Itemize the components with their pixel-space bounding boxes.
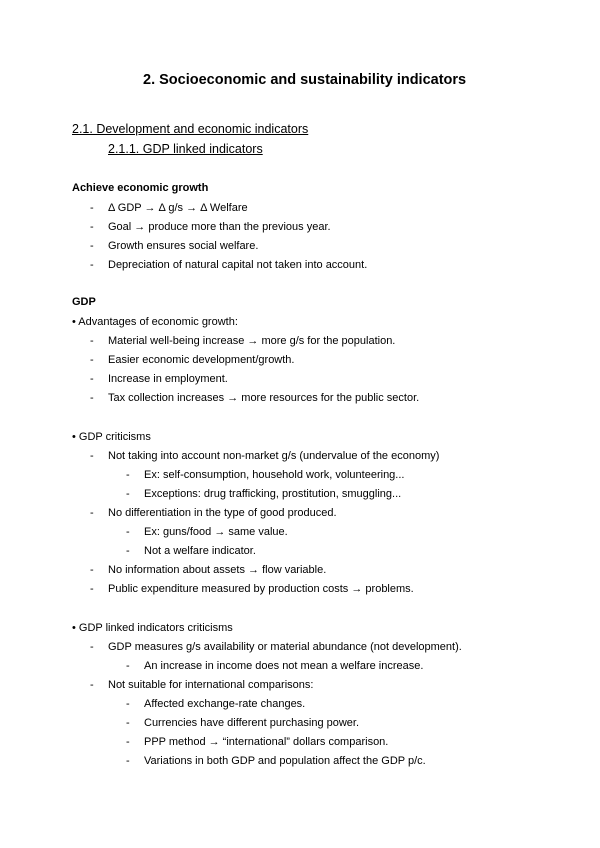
gdp-heading: GDP xyxy=(72,296,96,308)
dash-bullet: - xyxy=(90,507,94,519)
dash-bullet: - xyxy=(90,679,94,691)
dash-bullet: - xyxy=(90,335,94,347)
linked-label: • GDP linked indicators criticisms xyxy=(72,622,233,634)
dash-bullet: - xyxy=(126,736,130,748)
dash-bullet: - xyxy=(90,259,94,271)
dash-bullet: - xyxy=(90,354,94,366)
dash-bullet: - xyxy=(126,469,130,481)
dash-bullet: - xyxy=(126,698,130,710)
list-item: Material well-being increase → more g/s for the population. xyxy=(108,335,396,347)
list-item: Tax collection increases → more resources for the public sector. xyxy=(108,392,420,404)
list-item: No differentiation in the type of good produced. xyxy=(108,507,337,519)
list-item: Currencies have different purchasing power. xyxy=(144,717,360,729)
list-item: PPP method → “international” dollars comparison. xyxy=(144,736,389,748)
list-item: Increase in employment. xyxy=(108,373,228,385)
dash-bullet: - xyxy=(90,221,94,233)
dash-bullet: - xyxy=(90,202,94,214)
subsection-heading: 2.1.1. GDP linked indicators xyxy=(108,142,263,156)
list-item: Exceptions: drug trafficking, prostitution, smuggling... xyxy=(144,488,402,500)
dash-bullet: - xyxy=(126,488,130,500)
list-item: Δ GDP → Δ g/s → Δ Welfare xyxy=(108,202,248,214)
list-item: Ex: guns/food → same value. xyxy=(144,526,288,538)
dash-bullet: - xyxy=(126,660,130,672)
list-item: Growth ensures social welfare. xyxy=(108,240,259,252)
advantages-label: • Advantages of economic growth: xyxy=(72,316,238,328)
list-item: Goal → produce more than the previous year. xyxy=(108,221,331,233)
dash-bullet: - xyxy=(126,717,130,729)
page-title: 2. Socioeconomic and sustainability indicators xyxy=(143,72,467,88)
list-item: No information about assets → flow variable. xyxy=(108,564,327,576)
list-item: Easier economic development/growth. xyxy=(108,354,295,366)
dash-bullet: - xyxy=(90,240,94,252)
dash-bullet: - xyxy=(126,755,130,767)
list-item: Depreciation of natural capital not taken into account. xyxy=(108,259,368,271)
list-item: Not suitable for international comparisons: xyxy=(108,679,314,691)
list-item: Ex: self-consumption, household work, volunteering... xyxy=(144,469,405,481)
dash-bullet: - xyxy=(90,450,94,462)
section-heading: 2.1. Development and economic indicators xyxy=(72,122,309,136)
list-item: GDP measures g/s availability or material abundance (not development). xyxy=(108,641,462,653)
list-item: Public expenditure measured by production costs → problems. xyxy=(108,583,414,595)
list-item: Variations in both GDP and population affect the GDP p/c. xyxy=(144,755,426,767)
dash-bullet: - xyxy=(90,373,94,385)
dash-bullet: - xyxy=(90,392,94,404)
dash-bullet: - xyxy=(90,564,94,576)
list-item: An increase in income does not mean a welfare increase. xyxy=(144,660,424,672)
dash-bullet: - xyxy=(90,641,94,653)
growth-heading: Achieve economic growth xyxy=(72,182,209,194)
list-item: Not a welfare indicator. xyxy=(144,545,256,557)
dash-bullet: - xyxy=(90,583,94,595)
list-item: Not taking into account non-market g/s (undervalue of the economy) xyxy=(108,450,440,462)
list-item: Affected exchange-rate changes. xyxy=(144,698,306,710)
dash-bullet: - xyxy=(126,545,130,557)
criticisms-label: • GDP criticisms xyxy=(72,431,151,443)
dash-bullet: - xyxy=(126,526,130,538)
